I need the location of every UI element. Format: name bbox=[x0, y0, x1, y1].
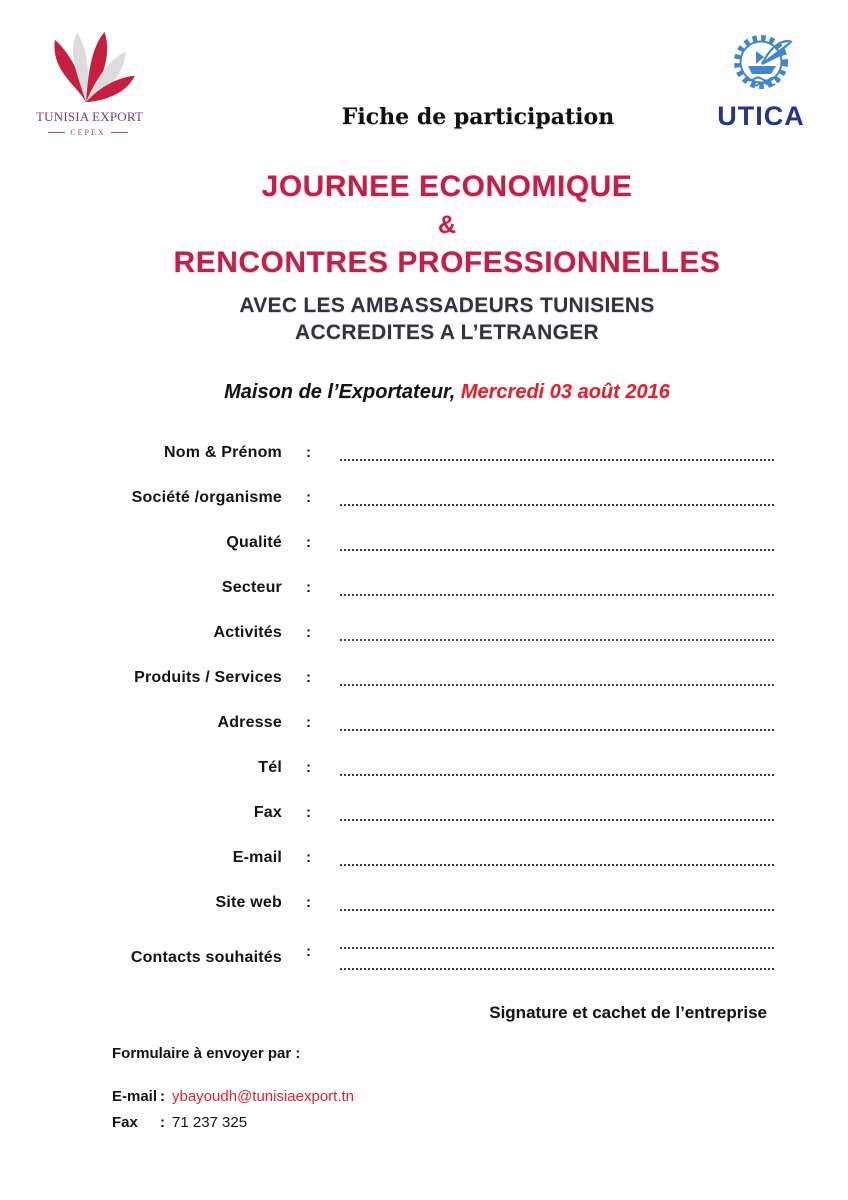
field-line-area bbox=[340, 594, 775, 596]
field-label: Contacts souhaités bbox=[130, 949, 282, 966]
footer-email-label: E-mail bbox=[112, 1088, 158, 1105]
field-line-area bbox=[340, 819, 775, 821]
event-venue: Maison de l’Exportateur, bbox=[224, 381, 456, 403]
field-line-area bbox=[340, 684, 775, 686]
footer-fax-label: Fax bbox=[112, 1114, 138, 1131]
form-row bbox=[0, 700, 848, 745]
form-row bbox=[0, 475, 848, 520]
field-label: Produits / Services bbox=[134, 668, 282, 686]
field-label: Tél bbox=[258, 758, 282, 776]
form-row bbox=[0, 565, 848, 610]
form-row bbox=[0, 790, 848, 835]
event-title-line2: RENCONTRES PROFESSIONNELLES bbox=[173, 246, 721, 279]
event-date: Mercredi 03 août 2016 bbox=[455, 381, 670, 403]
doc-title: Fiche de participation bbox=[341, 104, 615, 130]
field-colon: : bbox=[306, 714, 311, 731]
field-label: Activités bbox=[213, 623, 282, 641]
cepex-left-dash bbox=[48, 132, 65, 133]
field-line-area bbox=[340, 947, 775, 970]
field-label: Fax bbox=[253, 803, 282, 821]
write-in-line bbox=[340, 864, 775, 866]
field-colon: : bbox=[306, 444, 311, 461]
field-colon: : bbox=[306, 804, 311, 821]
write-in-line bbox=[340, 968, 775, 970]
utica-wordmark: UTICA bbox=[717, 101, 805, 131]
cepex-right-dash bbox=[111, 132, 128, 133]
signature-label: Signature et cachet de l’entreprise bbox=[489, 1003, 767, 1022]
field-colon: : bbox=[306, 759, 311, 776]
tunisia-export-wordmark: TUNISIA EXPORT bbox=[36, 109, 144, 124]
field-label: Site web bbox=[215, 893, 282, 911]
form-row bbox=[0, 520, 848, 565]
write-in-line bbox=[340, 594, 775, 596]
field-line-area bbox=[340, 729, 775, 731]
field-colon: : bbox=[306, 624, 311, 641]
write-in-line bbox=[340, 459, 775, 461]
form-row bbox=[0, 835, 848, 880]
form-row bbox=[0, 880, 848, 925]
write-in-line bbox=[340, 909, 775, 911]
footer-email-value: ybayoudh@tunisiaexport.tn bbox=[172, 1088, 355, 1105]
footer-fax-value: 71 237 325 bbox=[172, 1114, 248, 1131]
field-line-area bbox=[340, 639, 775, 641]
footer-email-row bbox=[112, 1088, 354, 1105]
form-fields bbox=[0, 430, 848, 983]
form-row bbox=[0, 933, 848, 983]
field-label: Société /organisme bbox=[131, 488, 282, 506]
form-row bbox=[0, 745, 848, 790]
event-title-block bbox=[46, 170, 848, 346]
form-row bbox=[0, 655, 848, 700]
event-subtitle-line1: AVEC LES AMBASSADEURS TUNISIENS bbox=[239, 294, 655, 317]
footer-fax-row bbox=[112, 1114, 247, 1131]
field-colon: : bbox=[306, 942, 311, 960]
field-line-area bbox=[340, 504, 775, 506]
field-label: Adresse bbox=[217, 713, 282, 731]
field-colon: : bbox=[306, 669, 311, 686]
field-line-area bbox=[340, 549, 775, 551]
field-line-area bbox=[340, 459, 775, 461]
field-label: E-mail bbox=[232, 848, 282, 866]
write-in-line bbox=[340, 549, 775, 551]
footer-email-colon: : bbox=[160, 1088, 165, 1105]
write-in-line bbox=[340, 774, 775, 776]
field-label: Qualité bbox=[226, 533, 282, 551]
tunisia-export-petals-icon bbox=[38, 30, 138, 106]
field-line-area bbox=[340, 864, 775, 866]
field-label: Secteur bbox=[221, 578, 282, 596]
write-in-line bbox=[340, 504, 775, 506]
field-colon: : bbox=[306, 489, 311, 506]
footer-fax-colon: : bbox=[160, 1114, 165, 1131]
write-in-line bbox=[340, 639, 775, 641]
send-by-label: Formulaire à envoyer par : bbox=[112, 1045, 301, 1062]
write-in-line bbox=[340, 729, 775, 731]
write-in-line bbox=[340, 684, 775, 686]
event-title-ampersand: & bbox=[437, 211, 457, 239]
event-subtitle bbox=[46, 292, 848, 346]
write-in-line bbox=[340, 819, 775, 821]
field-line-area bbox=[340, 909, 775, 911]
event-venue-date bbox=[46, 381, 848, 404]
event-title-line1: JOURNEE ECONOMIQUE bbox=[261, 170, 633, 203]
field-label: Nom & Prénom bbox=[164, 443, 282, 461]
field-colon: : bbox=[306, 894, 311, 911]
form-row bbox=[0, 610, 848, 655]
field-colon: : bbox=[306, 579, 311, 596]
write-in-line bbox=[340, 947, 775, 949]
form-row bbox=[0, 430, 848, 475]
field-colon: : bbox=[306, 534, 311, 551]
field-line-area bbox=[340, 774, 775, 776]
field-colon: : bbox=[306, 849, 311, 866]
cepex-wordmark: CEPEX bbox=[36, 128, 140, 137]
utica-gear-ship-icon bbox=[724, 32, 798, 94]
event-subtitle-line2: ACCREDITES A L’ETRANGER bbox=[294, 321, 600, 344]
